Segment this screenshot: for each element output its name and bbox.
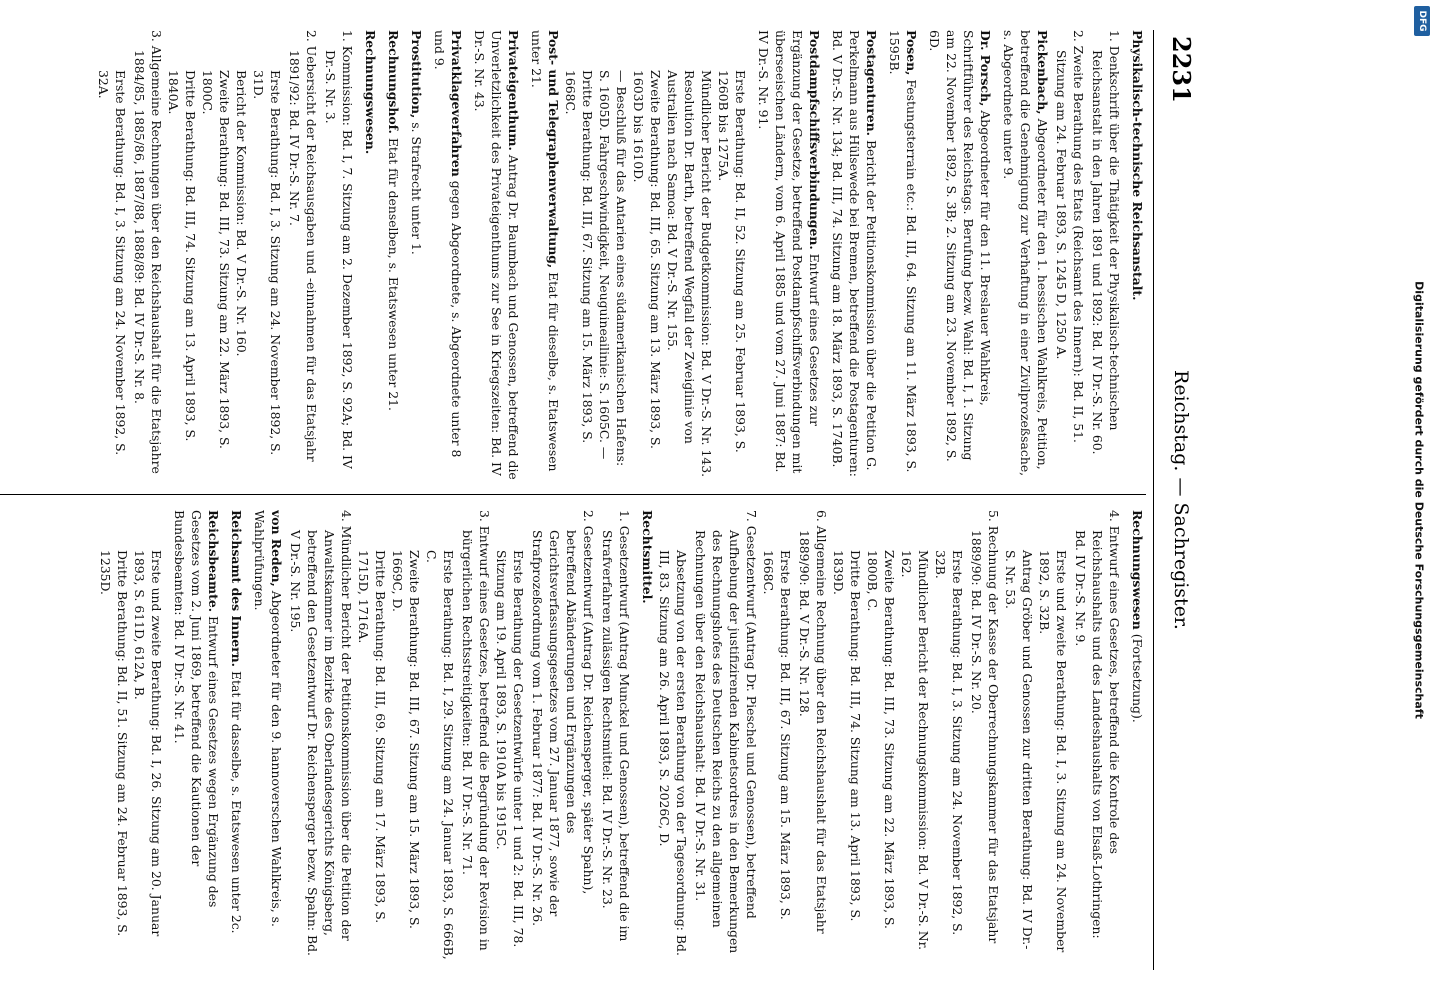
rotated-page-content [0,30,1206,970]
entry-subitem: Erste Berathung: Bd. I, 3. Sitzung am 24. November 1892, S. 32B. [933,550,965,936]
entry-headword: Dr. Porsch, [978,30,993,107]
entry-headword: Privatklageverfahren [449,30,464,177]
entry-subitem: 4. Entwurf eines Gesetzes, betreffend die Kontrole des Reichshaushalts und des Landeshaushalts von Elsaß-Lothringen: Bd. IV Dr.-S. Nr. 9. [1073,510,1122,939]
entry-subitem: Zweite Berathung: Bd. III, 65. Sitzung am 13. März 1893, S. 1603D bis 1610D. [631,70,663,449]
entry-subitem: 1. Gesetzentwurf (Antrag Munckel und Genossen), betreffend die im Strafverfahren zulässigen Rechtsmittel: Bd. IV Dr.-S. Nr. 23. [600,510,632,942]
register-entry [471,30,522,480]
entry-subitem: Zweite Berathung: Bd. III, 73. Sitzung am 22. März 1893, S. 1800B, C. [865,550,897,929]
register-entry [886,30,920,480]
register-entry [251,510,285,960]
entry-subitem: Dritte Berathung: Bd. II, 51. Sitzung am 24. Februar 1893, S. 1235D. [98,550,130,937]
right-column [0,510,1146,960]
entry-subitem: 4. Mündlicher Bericht der Petitionskommission über die Petition der Anwaltskammer im Bezirke des Oberlandesgerichts Königsberg, betreffend den Gesetzentwurf Dr. Reichensperger bezw. Spahn: Bd. V Dr.-S. Nr. 195. [288,510,354,956]
entry-subitem: 7. Gesetzentwurf (Antrag Dr. Pieschel und Genossen), betreffend Aufhebung der justifizirenden Kabinetsordres in den Bemerkungen des Rechnungshofes des Deutschen Reichs zu den allgemeinen Rechnungen über den Reichshaushalt: Bd. IV Dr.-S. Nr. 31. [693,510,759,954]
entry-subitem: Resolution Dr. Barth, betreffend Wegfall der Zweiglinie von Australien nach Samoa: Bd. V Dr.-S. Nr. 155. [665,70,697,444]
entry-headword: Pickenbach, [1035,30,1050,115]
entry-subitem: 2. Uebersicht der Reichsausgaben und -einnahmen für das Etatsjahr 1891/92: Bd. IV Dr.-S. Nr. 7. [287,30,319,462]
entry-subitem: Absetzung von der ersten Berathung von der Tagesordnung: Bd. III, 83. Sitzung am 26. April 1893, S. 2026C, D. [657,550,689,956]
register-entry [639,510,656,960]
register-entry [408,30,425,480]
entry-subitem: 3. Entwurf eines Gesetzes, betreffend die Begründung der Revision in bürgerlichen Rechtsstreitigkeiten: Bd. IV Dr.-S. Nr. 71. [460,510,492,951]
register-entry [385,30,402,480]
entry-text: Bericht der Petitionskommission über die Petition G. Perkelmann aus Hülsewede bei Bremen, betreffend die Postagenturen: Bd. V Dr.-S. Nr. 134; Bd. III, 74. Sitzung am 18. März 1893, S. 1740B. [830,30,879,477]
entry-subitem: Dritte Berathung: Bd. III, 69. Sitzung am 17. März 1893, S. 1715D, 1716A. [356,550,388,924]
entry-headword: Posen, [904,30,919,76]
register-entry [431,30,465,480]
entry-subitem: Erste Berathung: Bd. I, 3. Sitzung am 24. November 1892, S. 32A. [96,70,128,456]
entry-subitem: Mündlicher Bericht der Budgetkommission: Bd. V Dr.-S. Nr. 143. [699,70,714,478]
entry-text: Abgeordneter für den 9. hannoverschen Wahlkreis, s. Wahlprüfungen. [252,510,284,927]
entry-headword: Postagenturen. [864,30,879,136]
column-divider [0,494,1146,495]
entry-text: Festungsterrain etc.: Bd. III, 64. Sitzung am 11. März 1893, S. 1595B. [887,30,919,473]
entry-text: Abgeordneter für den 1. hessischen Wahlkreis, Petition, betreffend die Genehmigung zur Verhaftung in einer Zivilprozeßsache, s. Abgeordnete unter 9. [1001,30,1050,477]
entry-text: Abgeordneter für den 11. Breslauer Wahlkreis, Schriftführer des Reichstags. Berufung bezw. Wahl: Bd. I, 1. Sitzung am 22. November 1892, S. 3B; 2. Sitzung am 23. November 1892, S. 6D. [927,30,993,462]
entry-subitem: 2. Zweite Berathung des Etats (Reichsamt des Innern): Bd. II, 51. Sitzung am 24. Februar 1893, S. 1245 D, 1250 A. [1054,30,1086,443]
entry-text: Etat für dasselbe, s. Etatswesen unter 2c. [229,670,244,934]
page-header [1153,30,1206,970]
entry-headword: Rechnungshof. [386,30,401,134]
register-entry [528,30,562,480]
entry-headword: Postdampfschiffsverbindungen. [807,30,822,250]
entry-subitem: Erste Berathung der Gesetzentwürfe unter 1 und 2: Bd. III, 78. Sitzung am 19. April 1893, S. 1910A bis 1915C. [494,550,526,948]
entry-headword: Reichsamt des Innern. [229,510,244,667]
register-entry [1000,30,1051,480]
entry-text: Entwurf eines Gesetzes zur Ergänzung der Gesetze, betreffend Postdampfschiffsverbindungen mit überseeischen Ländern, vom 6. April 1885 und vom 27. Juni 1887: Bd. IV Dr.-S. Nr. 91. [756,30,822,474]
entry-subitem: Dritte Berathung: Bd. III, 67. Sitzung am 15. März 1893, S. 1668C. [563,70,595,444]
entry-text: (Fortsetzung). [1130,633,1145,723]
entry-text: gegen Abgeordnete, s. Abgeordnete unter 8 und 9. [432,30,464,458]
entry-headword: Rechnungswesen [1130,510,1145,630]
entry-headword: Rechtsmittel. [640,510,655,604]
entry-subitem: Zweite Berathung: Bd. III, 73. Sitzung am 22. März 1893, S. 1800C. [200,70,232,449]
entry-text: s. Strafrecht unter 1. [409,122,424,255]
entry-headword: Reichsbeamte. [206,510,221,613]
entry-subitem: Erste und zweite Berathung: Bd. I, 3. Sitzung am 24. November 1892, S. 32B. [1037,550,1069,953]
entry-headword: Physikalisch-technische Reichsanstalt. [1130,30,1145,301]
dfg-logo: DFG [1414,6,1430,36]
register-entry [1129,510,1146,960]
entry-subitem: Dritte Berathung: Bd. III, 74. Sitzung am 13. April 1893, S. 1839D. [831,550,863,922]
entry-subitem: Erste Berathung: Bd. II, 52. Sitzung am 25. Februar 1893, S. 1260B bis 1275A. [716,70,748,453]
entry-headword: von Reden, [269,510,284,587]
entry-subitem: Erste Berathung: Bd. I, 3. Sitzung am 24. November 1892, S. 31D. [251,70,283,456]
entry-text: Entwurf eines Gesetzes wegen Ergänzung des Gesetzes vom 2. Juni 1869, betreffend die Kautionen der Bundesbeamten: Bd. IV Dr.-S. Nr. 41. [172,510,221,908]
entry-subitem: 1. Kommission: Bd. I, 7. Sitzung am 2. Dezember 1892, S. 92A; Bd. IV Dr.-S. Nr. 3. [323,30,355,469]
digitization-note: Digitalisierung gefördert durch die Deutsche Forschungsgemeinschaft [1412,281,1426,719]
entry-subitem: 5. Rechnung der Kasse der Oberrechnungskammer für das Etatsjahr 1889/90: Bd. IV Dr.-S. Nr. 20. [969,510,1001,944]
entry-text: Etat für denselben, s. Etatswesen unter 21. [386,137,401,411]
entry-subitem: 2. Gesetzentwurf (Antrag Dr. Reichensperger, später Spahn), betreffend Abänderungen und Ergänzungen des Gerichtsverfassungsgesetzes vom 27. Januar 1877, sowie der Strafprozeßordnung vom 1. Februar 1877: Bd. IV Dr.-S. Nr. 26. [530,510,596,927]
register-entry [926,30,994,480]
register-entry [228,510,245,960]
entry-text: Etat für dieselbe, s. Etatswesen unter 21. [529,30,561,472]
entry-subitem: Bericht der Kommission: Bd. V Dr.-S. Nr. 160. [234,70,249,357]
entry-subitem: Dritte Berathung: Bd. III, 74. Sitzung am 13. April 1893, S. 1840A. [166,70,198,442]
entry-text: Antrag Dr. Baumbach und Genossen, betreffend die Unverletzlichkeit des Privateigenthums zur See in Kriegszeiten: Bd. IV Dr.-S. Nr. 43. [472,30,521,480]
entry-subitem: 6. Allgemeine Rechnung über den Reichshaushalt für das Etatsjahr 1889/90: Bd. V Dr.-S. Nr. 128. [797,510,829,934]
entry-headword: Rechnungswesen. [363,30,378,155]
entry-subitem: — Beschluß für das Antarien eines südamerikanischen Hafens: S. 1605D. Fahrgeschwindigkeit, Neuguineailinie: S. 1605C. — [597,70,629,467]
entry-subitem: 3. Allgemeine Rechnungen über den Reichshaushalt für die Etatsjahre 1884/85, 1885/86, 1887/88, 1888/89: Bd. IV Dr.-S. Nr. 8. [132,30,164,474]
register-entry [362,30,379,480]
register-entry [829,30,880,480]
page-title: Reichstag. — Sachregister. [1170,370,1192,630]
page-number: 2231 [1167,36,1196,103]
register-entry [755,30,823,480]
entry-subitem: 1. Denkschrift über die Thätigkeit der Physikalisch-technischen Reichsanstalt in den Jahren 1891 und 1892: Bd. IV Dr.-S. Nr. 60. [1090,30,1122,455]
entry-subitem: Erste Berathung: Bd. III, 67. Sitzung am 15. März 1893, S. 1668C. [761,550,793,920]
entry-headword: Privateigenthum. [506,30,521,151]
entry-subitem: Antrag Gröber und Genossen zur dritten Berathung: Bd. IV Dr.-S. Nr. 53. [1003,550,1035,950]
entry-headword: Prostitution, [409,30,424,119]
register-entry [1129,30,1146,480]
register-entry [171,510,222,960]
entry-subitem: Mündlicher Bericht der Rechnungskommission: Bd. V Dr.-S. Nr. 162. [899,550,931,951]
entry-subitem: Erste und zweite Berathung: Bd. I, 26. Sitzung am 20. Januar 1893, S. 611D, 612A, B. [132,550,164,937]
entry-headword: Post- und Telegraphenverwaltung, [546,30,561,269]
entry-subitem: Erste Berathung: Bd. I, 29. Sitzung am 24. Januar 1893, S. 666B, C. [424,550,456,960]
left-column [0,30,1146,480]
entry-subitem: Zweite Berathung: Bd. III, 67. Sitzung am 15. März 1893, S. 1669C, D. [390,550,422,929]
